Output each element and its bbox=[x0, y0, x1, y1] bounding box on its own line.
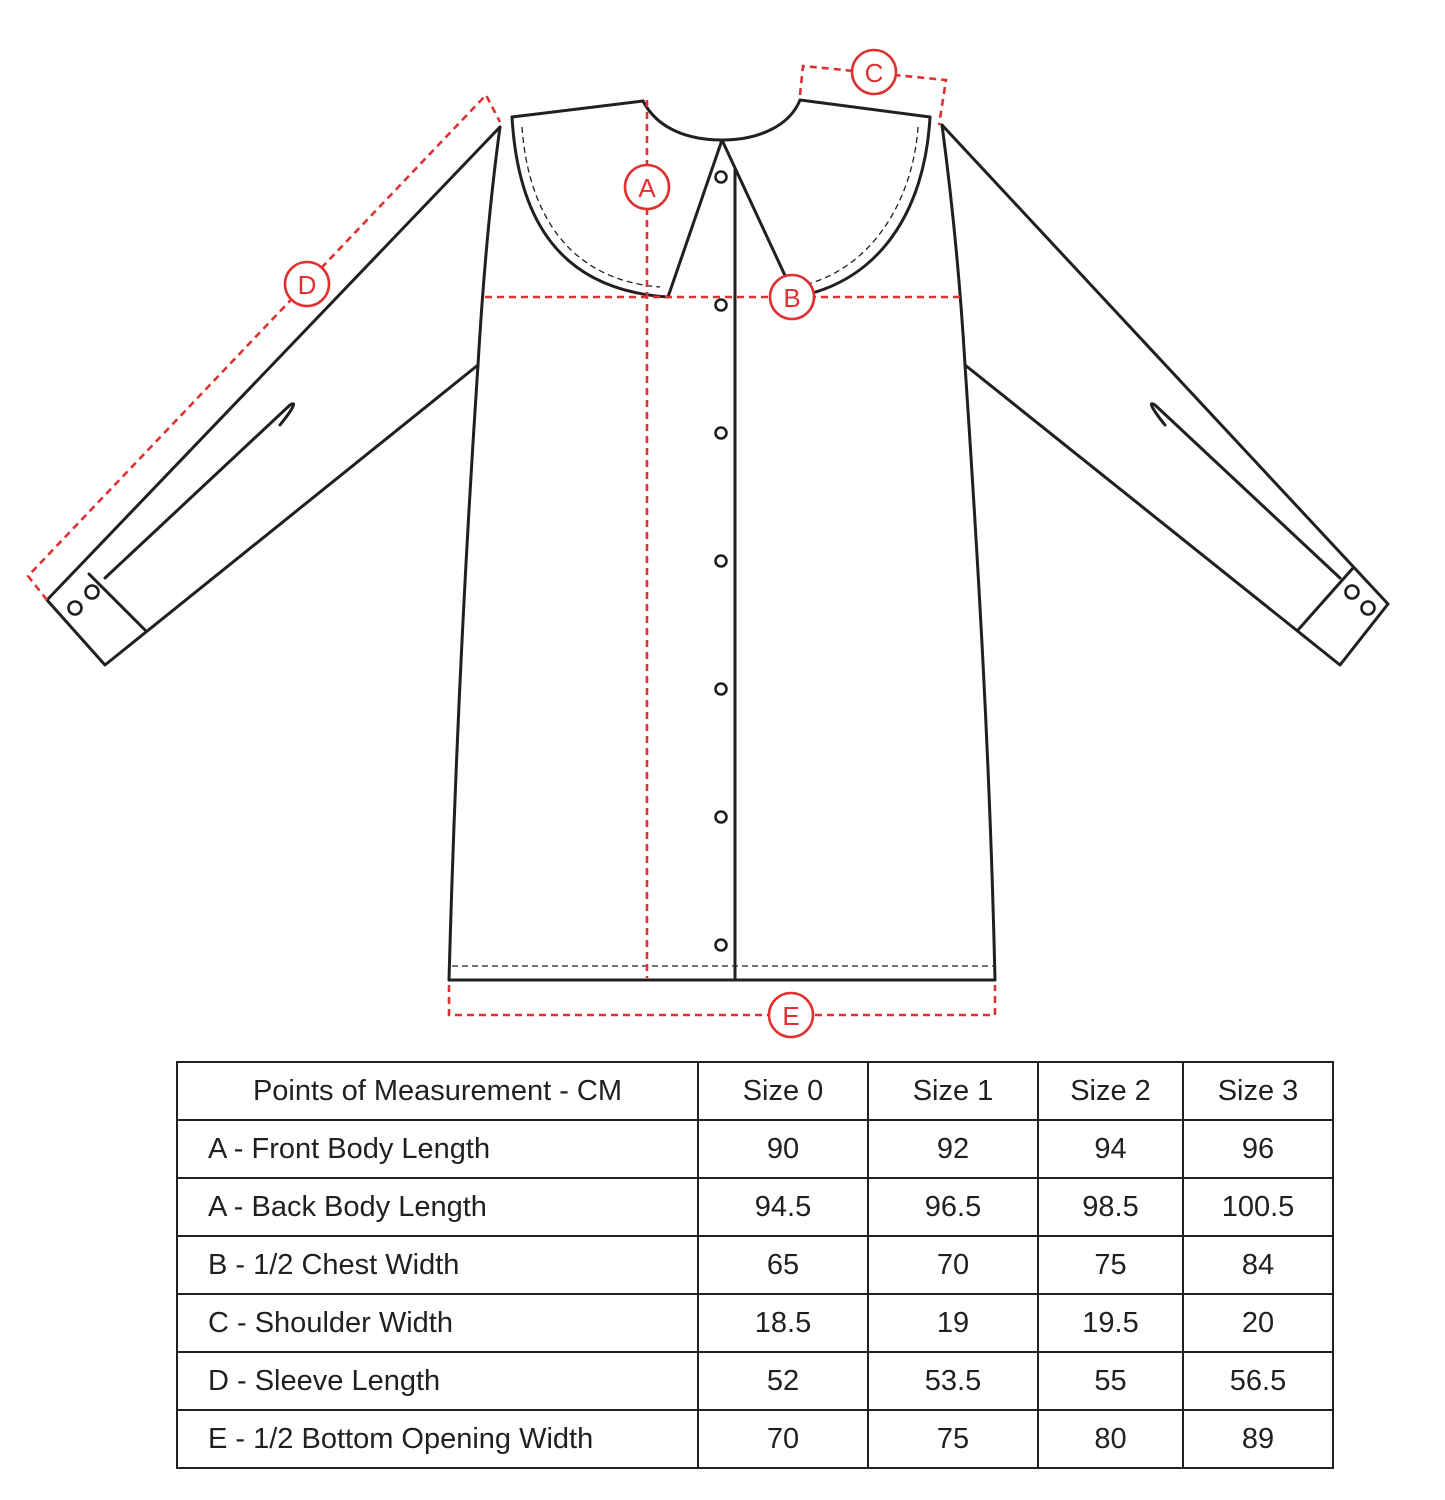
table-row bbox=[177, 1120, 1333, 1178]
marker-c bbox=[852, 50, 896, 94]
table-header-cell: Size 1 bbox=[868, 1062, 1038, 1120]
table-cell: 94.5 bbox=[698, 1178, 868, 1236]
table-cell: 89 bbox=[1183, 1410, 1333, 1468]
table-header-cell: Size 2 bbox=[1038, 1062, 1183, 1120]
button-icon bbox=[716, 940, 727, 951]
table-cell: 94 bbox=[1038, 1120, 1183, 1178]
table-cell: 84 bbox=[1183, 1236, 1333, 1294]
table-cell: 53.5 bbox=[868, 1352, 1038, 1410]
measurement-guides bbox=[28, 50, 995, 1037]
left-cuff-line bbox=[89, 574, 145, 630]
table-cell: 90 bbox=[698, 1120, 868, 1178]
right-cuff-button-icon bbox=[1362, 602, 1375, 615]
table-row bbox=[177, 1236, 1333, 1294]
marker-e bbox=[769, 993, 813, 1037]
marker-b bbox=[770, 275, 814, 319]
measure-line-d bbox=[28, 95, 500, 600]
table-cell: 98.5 bbox=[1038, 1178, 1183, 1236]
right-cuff-button-icon bbox=[1346, 586, 1359, 599]
collar-right-outline bbox=[722, 117, 930, 297]
table-cell: 92 bbox=[868, 1120, 1038, 1178]
table-cell: 80 bbox=[1038, 1410, 1183, 1468]
table-cell: 52 bbox=[698, 1352, 868, 1410]
table-row bbox=[177, 1178, 1333, 1236]
table-header-cell: Size 0 bbox=[698, 1062, 868, 1120]
left-cuff-button-icon bbox=[69, 602, 82, 615]
row-label: E - 1/2 Bottom Opening Width bbox=[177, 1410, 698, 1468]
table-cell: 56.5 bbox=[1183, 1352, 1333, 1410]
table-cell: 100.5 bbox=[1183, 1178, 1333, 1236]
right-sleeve-placket bbox=[1151, 404, 1340, 578]
marker-d bbox=[285, 262, 329, 306]
button-icon bbox=[716, 812, 727, 823]
table-cell: 70 bbox=[698, 1410, 868, 1468]
table-cell: 19.5 bbox=[1038, 1294, 1183, 1352]
left-cuff-button-icon bbox=[86, 586, 99, 599]
neckline bbox=[643, 100, 800, 140]
button-icon bbox=[716, 428, 727, 439]
table-header-cell: Size 3 bbox=[1183, 1062, 1333, 1120]
marker-c-label: C bbox=[864, 58, 884, 88]
collar-left-outline bbox=[512, 117, 722, 297]
garment-flat-sketch bbox=[47, 100, 1388, 980]
table-cell: 70 bbox=[868, 1236, 1038, 1294]
shoulder-line-left bbox=[512, 101, 643, 117]
table-cell: 96.5 bbox=[868, 1178, 1038, 1236]
shirt-body-outline bbox=[449, 125, 995, 980]
table-header-cell: Points of Measurement - CM bbox=[177, 1062, 698, 1120]
table-cell: 18.5 bbox=[698, 1294, 868, 1352]
button-icon bbox=[716, 172, 727, 183]
table-cell: 65 bbox=[698, 1236, 868, 1294]
marker-a bbox=[625, 165, 669, 209]
row-label: A - Back Body Length bbox=[177, 1178, 698, 1236]
button-icon bbox=[716, 684, 727, 695]
row-label: B - 1/2 Chest Width bbox=[177, 1236, 698, 1294]
row-label: C - Shoulder Width bbox=[177, 1294, 698, 1352]
shoulder-line-right bbox=[800, 100, 930, 117]
row-label: A - Front Body Length bbox=[177, 1120, 698, 1178]
table-header-row bbox=[177, 1062, 1333, 1120]
table-row bbox=[177, 1294, 1333, 1352]
table-cell: 75 bbox=[1038, 1236, 1183, 1294]
table-row bbox=[177, 1410, 1333, 1468]
marker-e-label: E bbox=[782, 1001, 800, 1031]
button-icon bbox=[716, 556, 727, 567]
right-cuff-line bbox=[1298, 568, 1353, 630]
marker-d-label: D bbox=[297, 270, 317, 300]
left-sleeve-placket bbox=[105, 404, 294, 578]
collar-topstitch-right bbox=[800, 127, 918, 286]
table-cell: 19 bbox=[868, 1294, 1038, 1352]
table-cell: 20 bbox=[1183, 1294, 1333, 1352]
table-cell: 55 bbox=[1038, 1352, 1183, 1410]
table-cell: 75 bbox=[868, 1410, 1038, 1468]
row-label: D - Sleeve Length bbox=[177, 1352, 698, 1410]
marker-b-label: B bbox=[783, 283, 801, 313]
table-row bbox=[177, 1352, 1333, 1410]
button-icon bbox=[716, 300, 727, 311]
left-sleeve-outline bbox=[47, 127, 500, 665]
measurement-table bbox=[176, 1061, 1334, 1469]
measure-line-e bbox=[449, 985, 995, 1015]
table-cell: 96 bbox=[1183, 1120, 1333, 1178]
marker-a-label: A bbox=[638, 173, 656, 203]
right-sleeve-outline bbox=[942, 125, 1388, 665]
